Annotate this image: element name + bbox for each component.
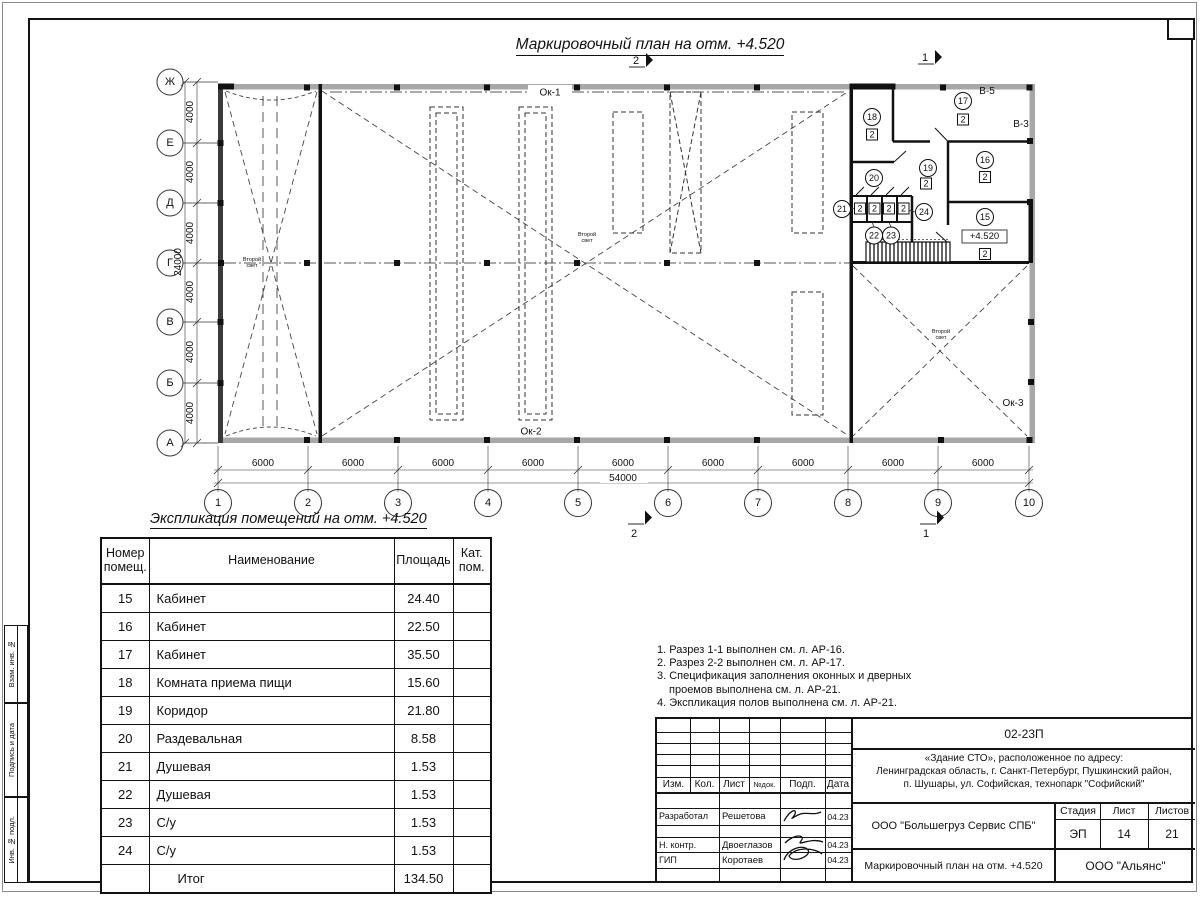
second-light-label: Второй [242,257,262,263]
dim-6000: 6000 [701,458,725,469]
room-num: 17 [101,641,149,669]
section-mark-2-top: 2 [632,55,640,67]
room-cat [453,641,491,669]
dim-6000: 6000 [791,458,815,469]
axis-letter: Д [166,197,174,209]
axis-letter: В [166,316,174,328]
room-name: Кабинет [149,641,394,669]
axis-letter: Г [167,257,173,269]
tb-col-izm: Изм. [662,779,685,790]
note-line: 2. Разрез 2-2 выполнен см. л. АР-17. [657,657,845,670]
room-cat [453,697,491,725]
room-number: 16 [979,155,991,165]
dim-4000: 4000 [185,280,196,304]
col-header-area: Площадь [394,538,453,584]
room-name: С/у [149,809,394,837]
dim-6000: 6000 [971,458,995,469]
dim-4000: 4000 [185,340,196,364]
axis-letter: Ж [164,76,176,88]
axis-number: 7 [754,497,762,509]
dim-4000: 4000 [185,221,196,245]
signature-reshetova [782,807,824,825]
room-name: Душевая [149,753,394,781]
axis-number: 5 [574,497,582,509]
axis-number: 1 [214,497,222,509]
axis-letter: Е [166,137,174,149]
tb-role: Н. контр. [659,840,697,850]
room-num: 21 [101,753,149,781]
section-mark-1-top: 1 [921,52,929,64]
table-row [101,641,491,669]
door-mark: 2 [900,203,907,214]
tb-date: 04.23 [827,855,849,865]
col-header-number: Номер помещ. [101,538,149,584]
tb-sheet-label: Лист [1112,804,1136,817]
room-name: Душевая [149,781,394,809]
table-header-row [101,538,491,584]
room-name: Кабинет [149,584,394,613]
plan-title: Маркировочный план на отм. +4.520 [470,36,830,56]
door-mark: 2 [871,203,878,214]
col-header-name: Наименование [149,538,394,584]
dim-6000: 6000 [341,458,365,469]
tb-date: 04.23 [827,811,849,822]
axis-number: 3 [394,497,402,509]
table-row [101,584,491,613]
room-num: 24 [101,837,149,865]
room-area: 1.53 [394,781,453,809]
window-label-ok2: Ок-2 [520,426,542,438]
margin-box-vzam [4,625,28,703]
table-total-row [101,865,491,894]
tb-stage-label: Стадия [1060,804,1096,817]
dim-6000: 6000 [521,458,545,469]
room-cat [453,837,491,865]
room-number: 17 [957,96,969,106]
tb-sheet-value: 14 [1117,827,1131,841]
room-area: 1.53 [394,809,453,837]
axis-number: 8 [844,497,852,509]
note-line: 3. Спецификация заполнения оконных и дверных [657,670,912,683]
tb-name: Двоеглазов [722,840,773,851]
door-mark: 2 [869,129,875,140]
dim-4000: 4000 [185,160,196,184]
note-line: 4. Экспликация полов выполнена см. л. АР-21. [657,696,897,709]
table-row [101,809,491,837]
tb-sheets-value: 21 [1165,827,1179,841]
dim-6000: 6000 [251,458,275,469]
col-header-cat: Кат. пом. [453,538,491,584]
axis-number: 9 [934,497,942,509]
room-num: 15 [101,584,149,613]
tb-col-podp: Подп. [789,779,816,790]
table-row [101,725,491,753]
tb-stage-value: ЭП [1069,827,1087,841]
room-number: 19 [922,163,934,173]
dim-6000: 6000 [881,458,905,469]
room-name: Кабинет [149,613,394,641]
door-mark: 2 [886,203,892,214]
schedule-title: Экспликация помещений на отм. +4.520 [150,511,427,527]
second-light-label: свет [246,263,258,269]
room-schedule-table [100,537,492,894]
tb-address-line3: п. Шушары, ул. Софийская, технопарк "Софийский" [903,779,1145,790]
room-name: С/у [149,837,394,865]
room-num: 23 [101,809,149,837]
tb-org: ООО "Большегруз Сервис СПБ" [871,820,1036,832]
table-row [101,781,491,809]
tb-name: Коротаев [722,855,764,866]
room-number: 15 [979,212,991,222]
room-num: 22 [101,781,149,809]
total-label: Итог [149,865,394,894]
note-line: 1. Разрез 1-1 выполнен см. л. АР-16. [657,644,845,656]
room-area: 1.53 [394,837,453,865]
room-number: 21 [836,204,848,214]
room-area: 15.60 [394,669,453,697]
elevation-mark: +4.520 [969,231,1000,242]
margin-box-inv [4,797,28,883]
room-area: 22.50 [394,613,453,641]
table-row [101,753,491,781]
dim-6000: 6000 [611,458,635,469]
room-area: 35.50 [394,641,453,669]
room-name: Коридор [149,697,394,725]
room-number: 23 [885,230,897,241]
room-num: 19 [101,697,149,725]
axis-number: 10 [1022,497,1036,509]
tb-col-list: Лист [723,779,745,790]
tb-col-ndoc: №док. [753,780,776,789]
second-light-label: свет [935,335,947,341]
table-row [101,837,491,865]
room-num: 20 [101,725,149,753]
room-num: 16 [101,613,149,641]
axis-letter: Б [166,377,174,389]
second-light-label: свет [581,238,593,244]
title-block [655,717,1193,883]
axis-number: 2 [304,497,312,509]
dim-54000: 54000 [609,473,637,484]
room-cat [453,613,491,641]
room-number: 22 [868,230,880,241]
axis-number: 6 [664,497,672,509]
tb-col-kol: Кол. [694,779,715,790]
table-row [101,669,491,697]
signature-dvoeglazov-korotaev [781,833,825,869]
tb-sheets-label: Листов [1154,804,1190,817]
room-number: 18 [866,112,878,122]
dim-6000: 6000 [431,458,455,469]
room-cat [453,753,491,781]
room-number: 24 [918,207,930,217]
section-mark-2-bottom: 2 [630,528,638,540]
tb-role: ГИП [659,855,677,865]
vent-label-v3: В-3 [1013,119,1029,130]
table-row [101,697,491,725]
door-mark: 2 [923,178,929,189]
room-number: 20 [868,173,880,183]
margin-box-podpis [4,703,28,797]
vent-label-v5: В-5 [979,86,995,97]
second-light-label: Второй [577,232,597,238]
section-mark-1-bottom: 1 [922,528,930,540]
dim-4000: 4000 [185,100,196,124]
door-mark: 2 [982,172,988,182]
door-mark: 2 [857,203,863,214]
tb-role: Разработал [659,811,708,821]
margin-box-label: Взам. инв. № [6,640,16,688]
tb-company: ООО "Альянс" [1085,858,1166,873]
room-cat [453,781,491,809]
room-cat [453,584,491,613]
room-area: 1.53 [394,753,453,781]
door-mark: 2 [960,114,966,125]
room-name: Раздевальная [149,725,394,753]
total-area: 134.50 [394,865,453,894]
room-cat [453,669,491,697]
door-mark: 2 [982,249,988,259]
room-area: 24.40 [394,584,453,613]
room-cat [453,809,491,837]
tb-address-line1: «Здание СТО», расположенное по адресу: [924,753,1124,764]
window-label-ok3: Ок-3 [1002,398,1024,409]
tb-name: Решетова [722,811,766,822]
axis-letter: А [166,437,174,449]
dim-4000: 4000 [185,401,196,425]
table-row [101,613,491,641]
room-num: 18 [101,669,149,697]
note-line: проемов выполнена см. л. АР-21. [669,683,841,696]
tb-col-data: Дата [826,779,850,790]
tb-doc-title: Маркировочный план на отм. +4.520 [864,859,1043,872]
second-light-label: Второй [931,329,951,335]
tb-date: 04.23 [827,839,849,850]
room-cat [453,725,491,753]
room-area: 21.80 [394,697,453,725]
axis-number: 4 [484,497,492,509]
margin-box-label: Инв. № подл. [6,816,16,864]
room-area: 8.58 [394,725,453,753]
notes [657,644,911,710]
dim-24000: 24000 [173,248,184,276]
tb-address-line2: Ленинградская область, г. Санкт-Петербург, Пушкинский район, [876,766,1172,777]
window-label-ok1: Ок-1 [539,87,561,99]
margin-box-label: Подпись и дата [6,723,16,777]
room-name: Комната приема пищи [149,669,394,697]
tb-doc-code: 02-23П [1004,726,1044,741]
